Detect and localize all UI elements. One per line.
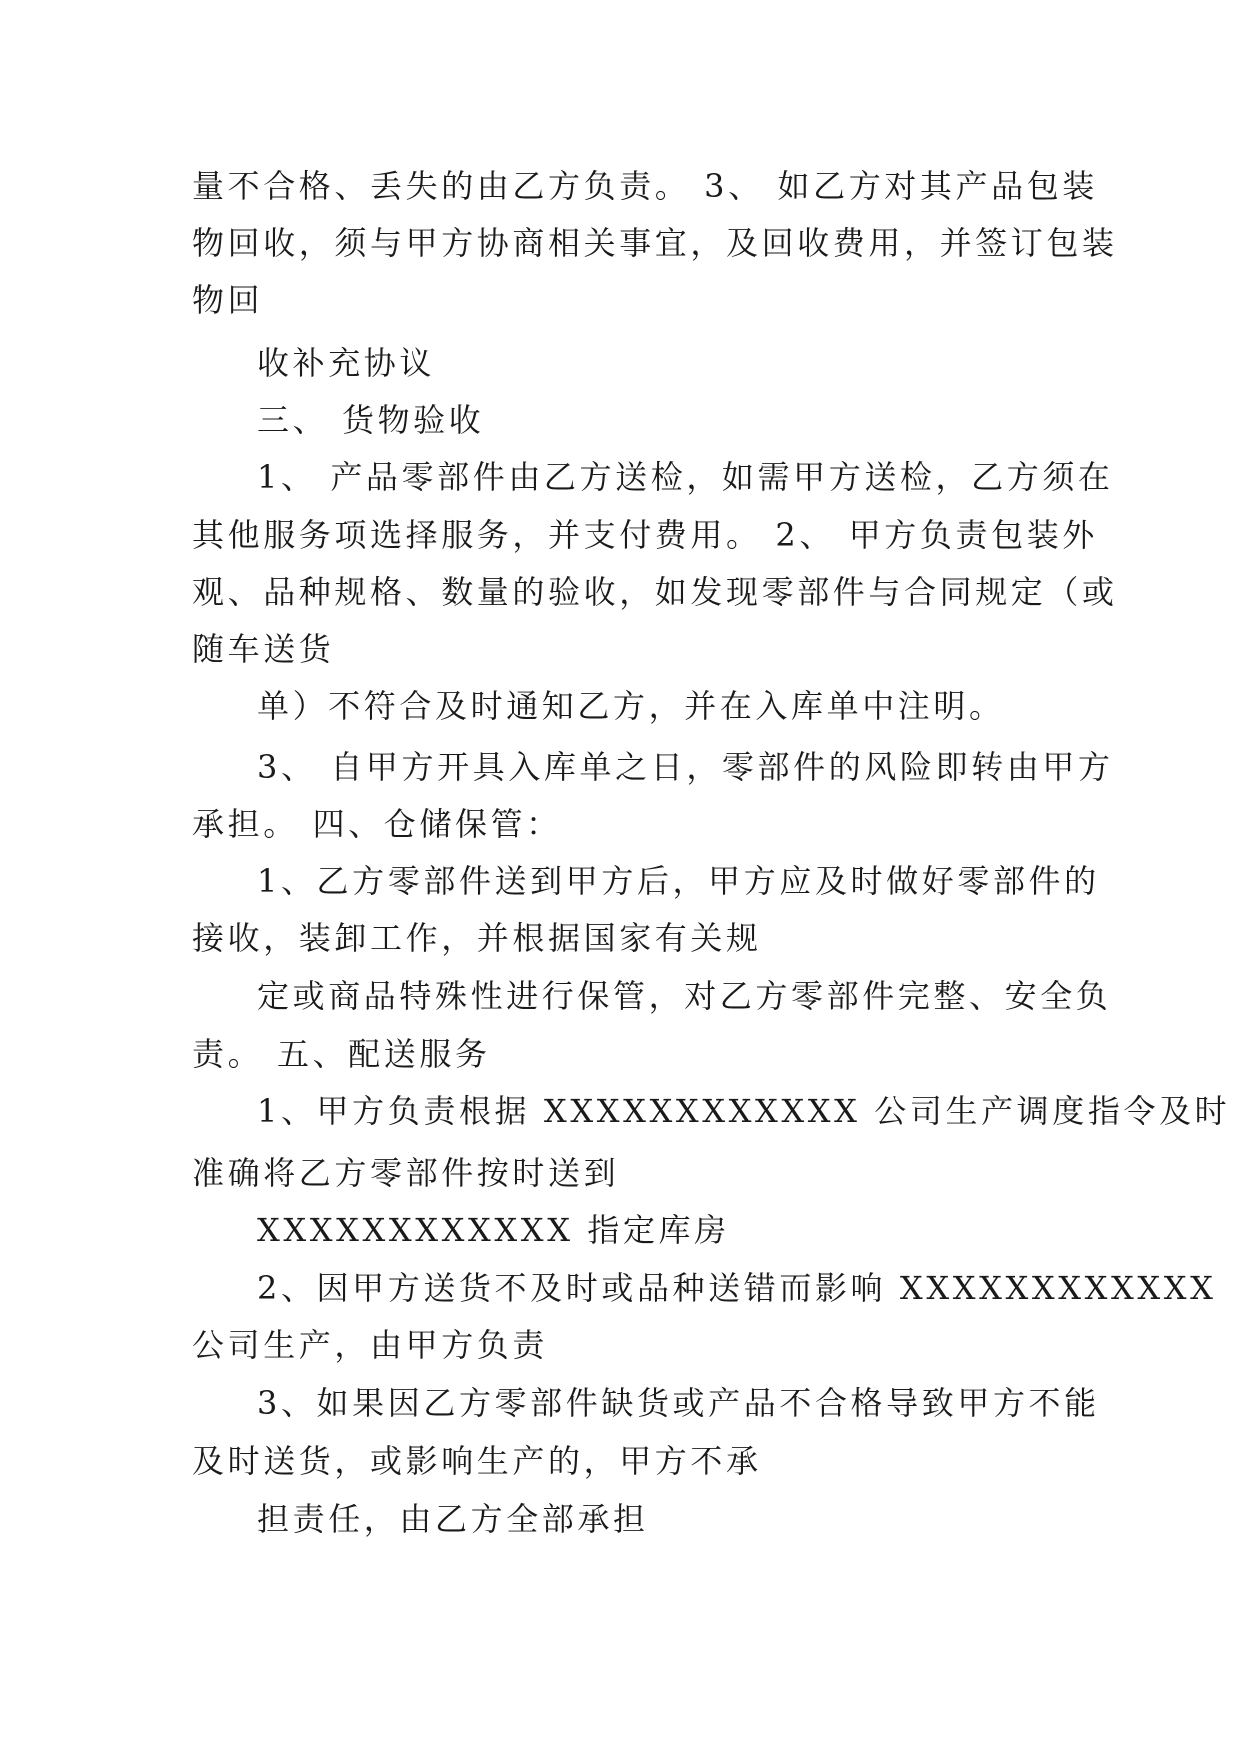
text-line: 责。 五、配送服务 [192,1035,491,1073]
text-line: 及时送货，或影响生产的，甲方不承 [192,1442,762,1480]
text-line: 准确将乙方零部件按时送到 [192,1154,620,1192]
text-line: 观、品种规格、数量的验收，如发现零部件与合同规定（或 [192,573,1118,611]
text-line: 1、乙方零部件送到甲方后，甲方应及时做好零部件的 [257,862,1100,900]
text-line: 接收，装卸工作，并根据国家有关规 [192,919,762,957]
text-line: 2、因甲方送货不及时或品种送错而影响 XXXXXXXXXXXX [257,1269,1217,1307]
text-line: 其他服务项选择服务，并支付费用。 2、 甲方负责包装外 [192,516,1098,554]
text-line: 承担。 四、仓储保管： [192,805,562,843]
text-line: 物回 [192,281,264,319]
text-line: 1、甲方负责根据 XXXXXXXXXXXX 公司生产调度指令及时 [257,1092,1231,1130]
text-line: 单）不符合及时通知乙方，并在入库单中注明。 [257,687,1005,725]
text-line: 量不合格、丢失的由乙方负责。 3、 如乙方对其产品包装 [192,167,1098,205]
text-line: 3、如果因乙方零部件缺货或产品不合格导致甲方不能 [257,1384,1100,1422]
text-line: 随车送货 [192,630,335,668]
text-line: 收补充协议 [257,344,436,382]
text-line: 定或商品特殊性进行保管，对乙方零部件完整、安全负 [257,977,1112,1015]
text-line: XXXXXXXXXXXX 指定库房 [257,1211,730,1249]
text-line: 公司生产，由甲方负责 [192,1326,549,1364]
text-line: 1、 产品零部件由乙方送检，如需甲方送检，乙方须在 [257,458,1114,496]
text-line: 担责任，由乙方全部承担 [257,1500,649,1538]
section-heading: 三、 货物验收 [257,401,485,439]
text-line: 3、 自甲方开具入库单之日，零部件的风险即转由甲方 [257,748,1114,786]
text-line: 物回收，须与甲方协商相关事宜，及回收费用，并签订包装 [192,224,1118,262]
